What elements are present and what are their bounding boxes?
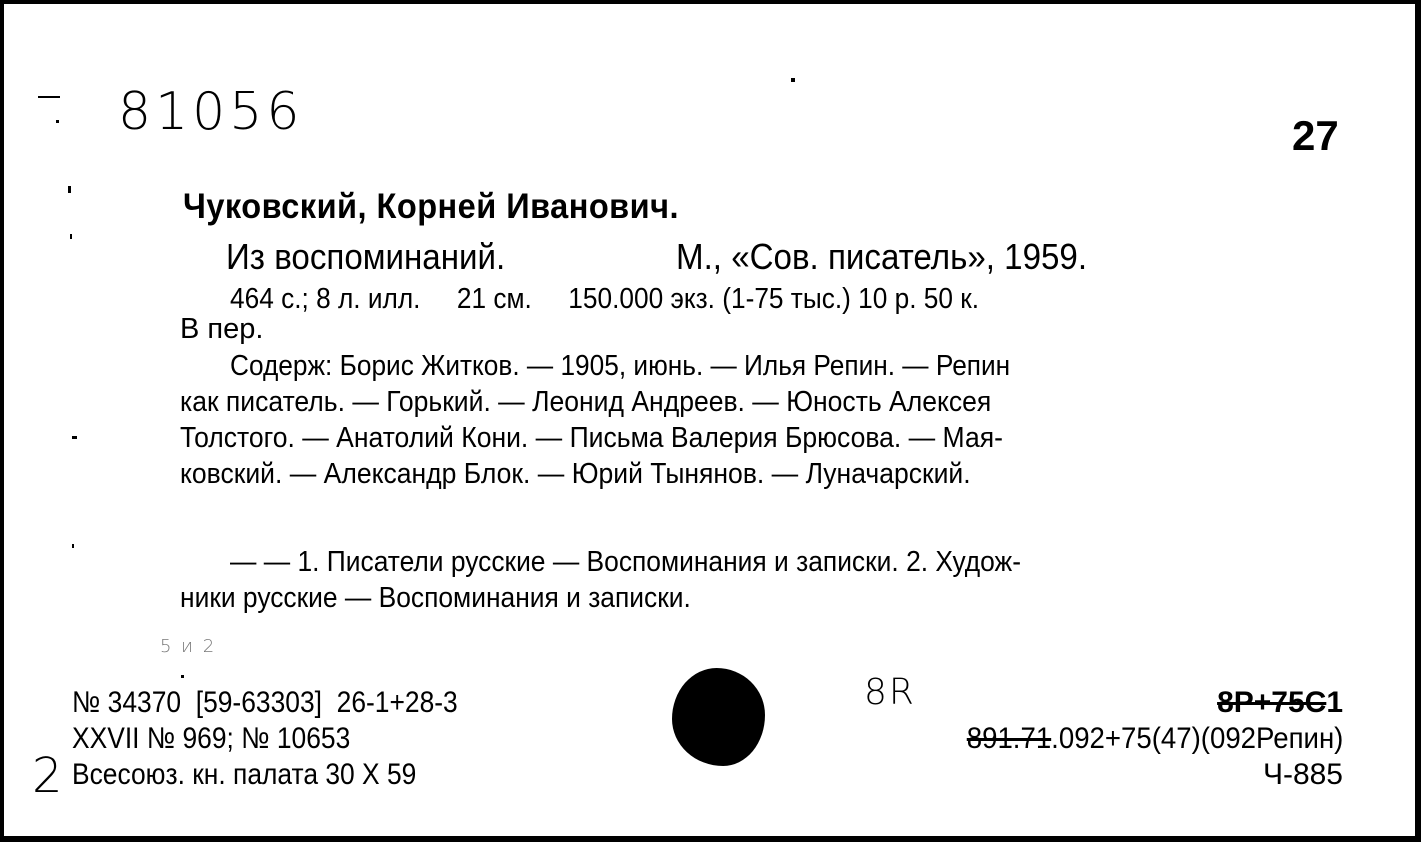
classification-struck: 8Р+75С bbox=[1217, 686, 1327, 719]
registry-line: Всесоюз. кн. палата 30 X 59 bbox=[72, 758, 417, 791]
book-title: Из воспоминаний. bbox=[226, 236, 506, 277]
ink-speck bbox=[72, 544, 74, 548]
card-edge-bottom bbox=[0, 836, 1421, 842]
contents-line: как писатель. — Горький. — Леонид Андреев. — Юность Алексея bbox=[180, 386, 992, 418]
imprint: М., «Сов. писатель», 1959. bbox=[676, 236, 1088, 277]
registry-line: XXVII № 969; № 10653 bbox=[72, 722, 351, 755]
card-edge-right bbox=[1415, 0, 1421, 842]
classification-struck: 891.71 bbox=[966, 722, 1051, 755]
ink-blot bbox=[672, 668, 765, 766]
ink-speck bbox=[56, 120, 59, 123]
contents-line: ковский. — Александр Блок. — Юрий Тынянов. — Луначарский. bbox=[180, 458, 971, 490]
ink-speck bbox=[70, 234, 72, 239]
ink-speck bbox=[791, 78, 795, 82]
handwritten-margin-note: 2 bbox=[32, 748, 67, 804]
subject-line: — — 1. Писатели русские — Воспоминания и записки. 2. Худож- bbox=[230, 546, 1021, 578]
handwritten-accession-number: 81056 bbox=[118, 82, 304, 142]
registry-line: № 34370 [59-63303] 26-1+28-3 bbox=[72, 686, 458, 719]
classification-tail: 1 bbox=[1326, 686, 1343, 719]
ink-speck bbox=[181, 675, 184, 678]
subject-line: ники русские — Воспоминания и записки. bbox=[180, 582, 691, 614]
author-heading: Чуковский, Корней Иванович. bbox=[183, 187, 680, 226]
ink-mark bbox=[38, 96, 60, 98]
contents-line: Содерж: Борис Житков. — 1905, июнь. — Илья Репин. — Репин bbox=[230, 350, 1011, 382]
classification-rest: .092+75(47)(092Репин) bbox=[1050, 722, 1343, 755]
classification-line-1 bbox=[1217, 686, 1343, 720]
card-number: 27 bbox=[1292, 112, 1339, 159]
pencil-note: 5 и 2 bbox=[160, 636, 217, 657]
ink-speck bbox=[68, 186, 71, 193]
handwritten-shelf-mark: 8R bbox=[864, 672, 916, 713]
binding-note: В пер. bbox=[180, 313, 264, 345]
ink-speck bbox=[72, 436, 77, 439]
author-mark: Ч-885 bbox=[1262, 758, 1343, 791]
classification-line-2 bbox=[966, 722, 1343, 756]
contents-line: Толстого. — Анатолий Кони. — Письма Валерия Брюсова. — Мая- bbox=[180, 422, 1003, 454]
physical-description: 464 с.; 8 л. илл. 21 см. 150.000 экз. (1-75 тыс.) 10 р. 50 к. bbox=[230, 283, 980, 315]
